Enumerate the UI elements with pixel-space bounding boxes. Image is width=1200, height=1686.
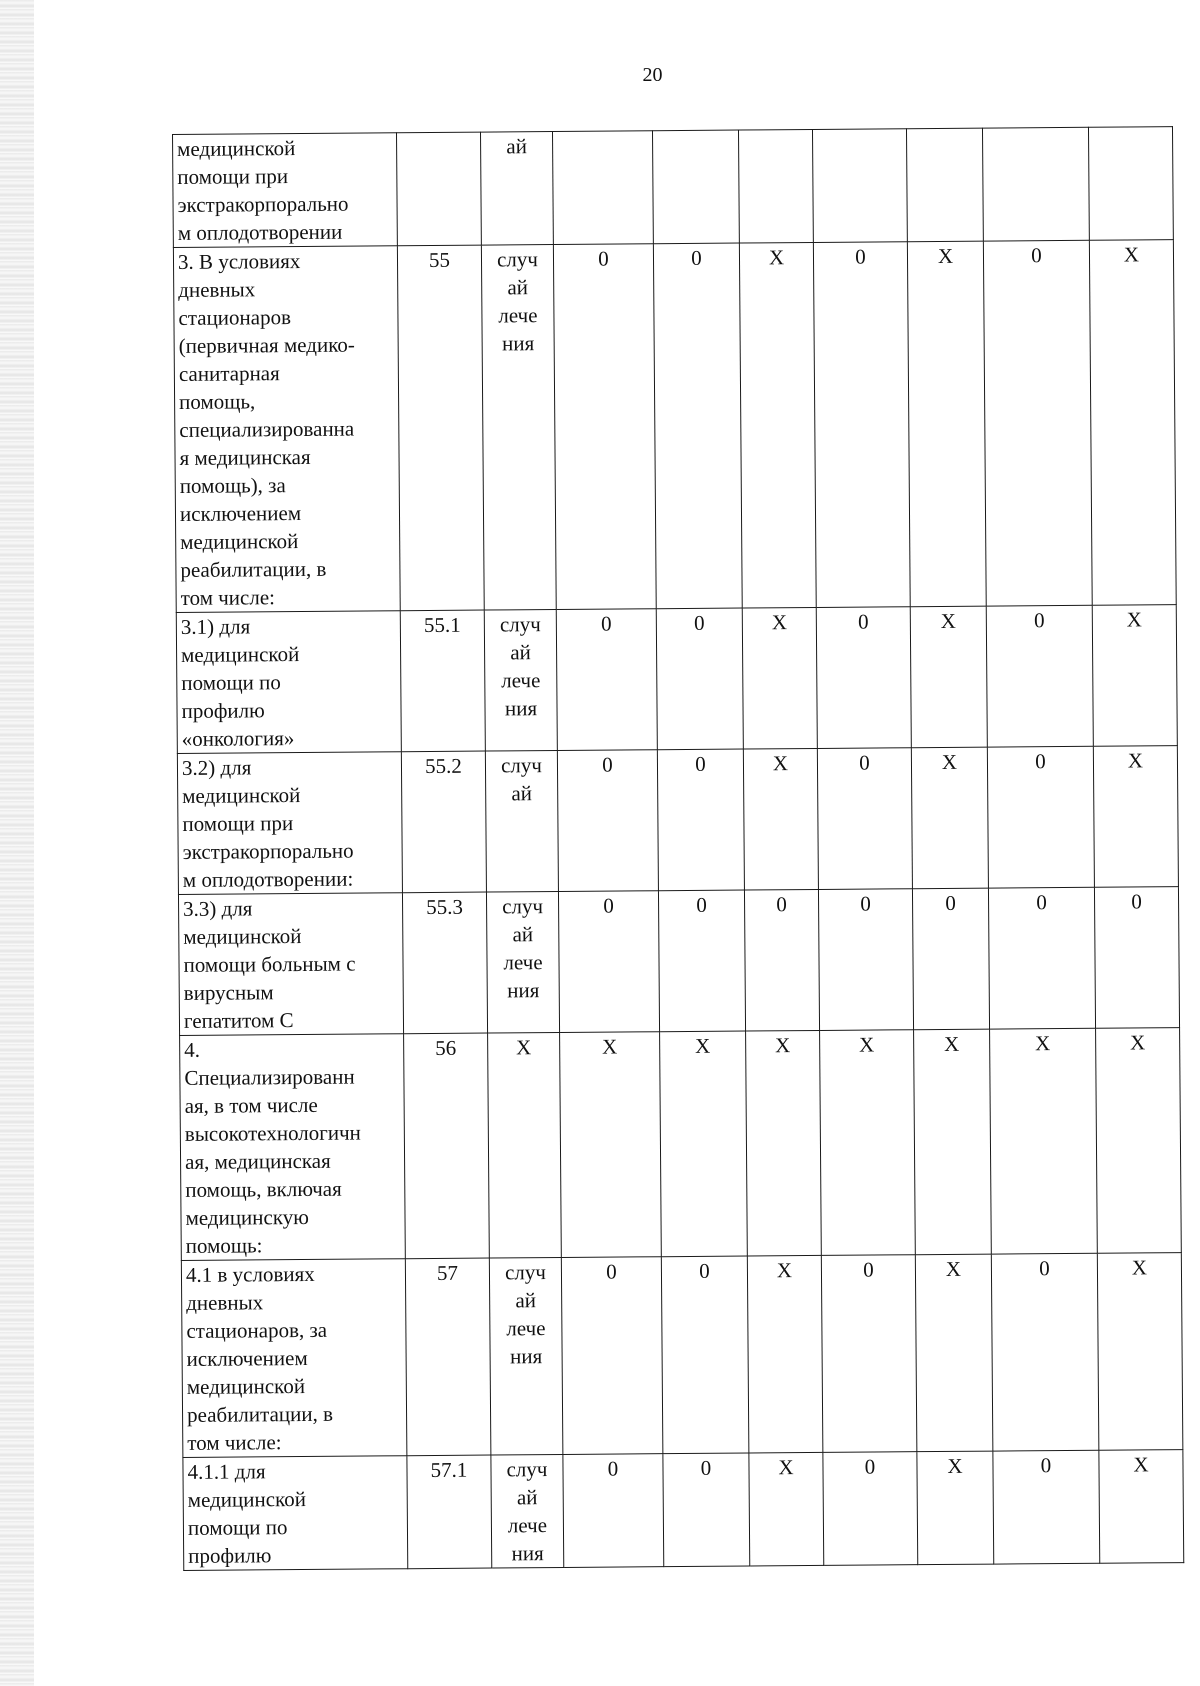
row-name-line: помощь), за — [179, 473, 286, 498]
row-value-cell: 0 — [561, 1257, 663, 1455]
table-row — [173, 240, 1176, 613]
row-code-cell: 55.3 — [402, 892, 487, 1034]
row-unit-cell — [484, 609, 557, 751]
data-table — [172, 126, 1184, 1571]
row-unit-line: ай — [516, 1485, 538, 1510]
row-name-line: м оплодотворении — [177, 219, 343, 245]
row-value-cell: 0 — [818, 889, 913, 1031]
row-unit-line: лече — [501, 668, 541, 693]
row-name-line: помощи при — [182, 811, 294, 836]
row-value-cell: X — [747, 1255, 823, 1453]
table-row — [181, 1253, 1183, 1458]
row-value-cell: 0 — [661, 1256, 749, 1454]
row-value-cell: X — [910, 606, 987, 748]
row-name-line: экстракорпорально — [182, 838, 354, 864]
row-value-cell: 0 — [558, 891, 659, 1033]
row-name-line: 3.2) для — [181, 755, 252, 780]
row-unit-cell — [481, 245, 556, 611]
row-name-line: гепатитом С — [183, 1008, 294, 1033]
row-name-line: 4.1.1 для — [187, 1459, 266, 1484]
row-name-line: (первичная медико- — [178, 332, 355, 358]
row-name-line: специализированна — [179, 416, 355, 442]
row-name-line: ая, в том числе — [184, 1092, 318, 1118]
table-row — [176, 605, 1177, 754]
row-name-line: м оплодотворении: — [182, 866, 354, 892]
row-unit-line: ай — [512, 922, 534, 947]
row-name-cell — [183, 1456, 408, 1571]
row-name-cell — [173, 133, 398, 248]
row-unit-line: ния — [504, 696, 538, 721]
row-unit-line: ай — [510, 640, 531, 665]
row-value-cell: 0 — [817, 748, 912, 890]
row-name-line: медицинской — [182, 783, 301, 808]
row-name-line: помощь: — [185, 1233, 263, 1258]
row-unit-cell — [480, 132, 553, 246]
row-name-line: помощи по — [187, 1515, 288, 1540]
row-value-cell: X — [749, 1452, 824, 1566]
page-number: 20 — [642, 64, 663, 86]
row-name-cell — [173, 246, 400, 613]
row-value-cell: X — [746, 1030, 822, 1256]
row-value-cell: X — [820, 1030, 916, 1256]
row-name-line: Специализированн — [184, 1064, 355, 1090]
row-code-cell: 55 — [397, 245, 484, 611]
table-row — [173, 127, 1174, 248]
row-name-line: 4. — [184, 1037, 201, 1062]
row-value-cell: 0 — [658, 890, 745, 1032]
row-value-cell — [552, 131, 653, 245]
row-unit-line: ай — [506, 134, 527, 159]
row-value-cell — [738, 129, 813, 243]
row-unit-line: случ — [500, 753, 542, 778]
row-value-cell: 0 — [987, 746, 1094, 888]
row-value-cell: X — [914, 1029, 992, 1255]
row-code-cell: 57.1 — [407, 1455, 492, 1569]
row-value-cell — [652, 130, 739, 244]
row-name-line: медицинской — [183, 924, 302, 949]
row-value-cell: X — [660, 1031, 748, 1257]
row-value-cell: 0 — [653, 243, 742, 609]
row-unit-line: лече — [507, 1513, 548, 1538]
row-value-cell: 0 — [563, 1454, 664, 1568]
row-unit-line: ния — [509, 1344, 543, 1369]
row-name-line: стационаров, за — [186, 1317, 328, 1343]
row-value-cell: 0 — [823, 1452, 918, 1566]
row-value-cell: 0 — [556, 609, 657, 751]
row-name-line: ая, медицинская — [184, 1148, 331, 1174]
row-unit-line: случ — [496, 247, 539, 272]
row-name-line: том числе: — [180, 585, 276, 610]
row-value-cell — [1088, 127, 1173, 241]
row-name-cell — [178, 893, 403, 1036]
row-unit-line: ай — [507, 275, 529, 300]
row-unit-line: случ — [502, 894, 544, 919]
row-value-cell: 0 — [983, 240, 1092, 606]
row-unit-line: ай — [515, 1288, 537, 1313]
row-value-cell — [812, 129, 907, 243]
row-name-line: медицинскую — [185, 1204, 309, 1230]
row-value-cell — [906, 128, 983, 242]
row-value-cell: 0 — [986, 605, 1093, 747]
row-unit-line: ния — [507, 978, 540, 1003]
row-unit-cell — [486, 891, 559, 1033]
row-unit-line: случ — [504, 1260, 546, 1285]
row-unit-line: лече — [506, 1316, 546, 1341]
row-name-line: медицинской — [187, 1486, 306, 1512]
row-name-line: помощи по — [181, 670, 281, 695]
row-value-cell: X — [1097, 1253, 1183, 1451]
row-name-line: том числе: — [187, 1430, 282, 1455]
row-code-cell: 57 — [405, 1258, 491, 1456]
row-name-line: 3.3) для — [182, 896, 253, 921]
row-name-line: помощь, включая — [185, 1176, 342, 1202]
row-name-line: медицинской — [177, 136, 296, 161]
row-value-cell: 0 — [656, 608, 743, 750]
row-unit-cell — [491, 1454, 564, 1568]
row-value-cell: 0 — [816, 607, 911, 749]
row-name-line: вирусным — [183, 980, 274, 1005]
row-name-cell — [181, 1259, 407, 1458]
row-name-line: я медицинская — [179, 444, 311, 470]
row-value-cell: X — [911, 747, 988, 889]
row-name-line: экстракорпорально — [177, 191, 349, 217]
row-name-line: помощи при — [177, 164, 289, 189]
row-name-line: исключением — [186, 1345, 308, 1371]
row-unit-line: случ — [499, 612, 541, 637]
row-value-cell: X — [907, 241, 986, 607]
row-code-cell: 56 — [404, 1033, 490, 1259]
row-unit-line: случ — [506, 1457, 548, 1482]
row-name-line: медицинской — [180, 642, 300, 667]
row-code-cell — [396, 132, 481, 246]
row-code-cell: 55.2 — [401, 751, 486, 893]
row-unit-line: лече — [503, 950, 543, 975]
row-unit-line: ай — [511, 781, 533, 806]
row-value-cell: 0 — [557, 750, 658, 892]
row-name-line: 3. В условиях — [177, 248, 301, 274]
row-unit-line: ния — [501, 331, 535, 356]
row-value-cell: X — [1093, 746, 1178, 888]
row-unit-cell — [488, 1032, 562, 1258]
table-row — [178, 887, 1179, 1036]
row-unit-cell — [485, 750, 558, 892]
row-value-cell: X — [1096, 1028, 1182, 1254]
row-name-line: медицинской — [180, 529, 299, 554]
row-name-line: стационаров — [178, 305, 292, 330]
row-value-cell: 0 — [663, 1453, 750, 1567]
row-unit-cell — [489, 1257, 563, 1455]
row-value-cell: 0 — [553, 244, 656, 610]
row-value-cell: 0 — [912, 888, 989, 1030]
row-name-line: помощь, — [179, 389, 256, 414]
row-name-line: профилю — [188, 1543, 272, 1568]
row-value-cell: X — [1089, 240, 1176, 606]
row-unit-line: лече — [498, 303, 538, 328]
row-name-line: высокотехнологичн — [184, 1120, 361, 1146]
row-value-cell: X — [743, 748, 818, 890]
row-name-cell — [177, 752, 402, 895]
row-value-cell: X — [915, 1254, 993, 1452]
row-name-line: исключением — [179, 500, 302, 526]
table-row — [177, 746, 1178, 895]
row-value-cell — [982, 127, 1089, 241]
row-value-cell: 0 — [991, 1253, 1099, 1451]
row-name-cell — [176, 611, 401, 754]
row-name-line: медицинской — [186, 1373, 306, 1399]
row-value-cell: 0 — [813, 242, 910, 608]
row-name-line: дневных — [186, 1290, 264, 1315]
row-unit-line: ния — [511, 1541, 544, 1566]
row-name-line: санитарная — [178, 361, 280, 386]
row-name-line: помощи больным с — [183, 951, 356, 977]
row-value-cell: X — [742, 607, 817, 749]
row-name-line: 3.1) для — [180, 614, 251, 639]
row-value-cell: 0 — [988, 887, 1095, 1029]
row-value-cell: 0 — [657, 749, 744, 891]
row-value-cell: X — [560, 1032, 662, 1258]
table-row — [183, 1450, 1184, 1571]
table-row — [180, 1028, 1182, 1261]
row-value-cell: X — [739, 242, 816, 608]
row-value-cell: X — [1092, 605, 1177, 747]
row-value-cell: 0 — [1094, 887, 1179, 1029]
row-value-cell: 0 — [744, 889, 819, 1031]
scan-edge-shadow — [0, 0, 34, 1686]
row-code-cell: 55.1 — [400, 610, 485, 752]
row-name-cell — [180, 1034, 406, 1261]
row-name-line: реабилитации, в — [186, 1401, 334, 1427]
row-name-line: «онкология» — [181, 726, 295, 751]
row-value-cell: 0 — [821, 1255, 917, 1453]
row-name-line: профилю — [181, 698, 265, 723]
row-value-cell: X — [1099, 1450, 1184, 1564]
row-value-cell: X — [917, 1451, 994, 1565]
row-name-line: реабилитации, в — [180, 556, 327, 582]
row-name-line: 4.1 в условиях — [185, 1261, 315, 1287]
row-value-cell: 0 — [993, 1450, 1100, 1564]
row-value-cell: X — [990, 1028, 1098, 1254]
row-unit-line: X — [515, 1035, 532, 1060]
row-name-line: дневных — [178, 277, 256, 302]
